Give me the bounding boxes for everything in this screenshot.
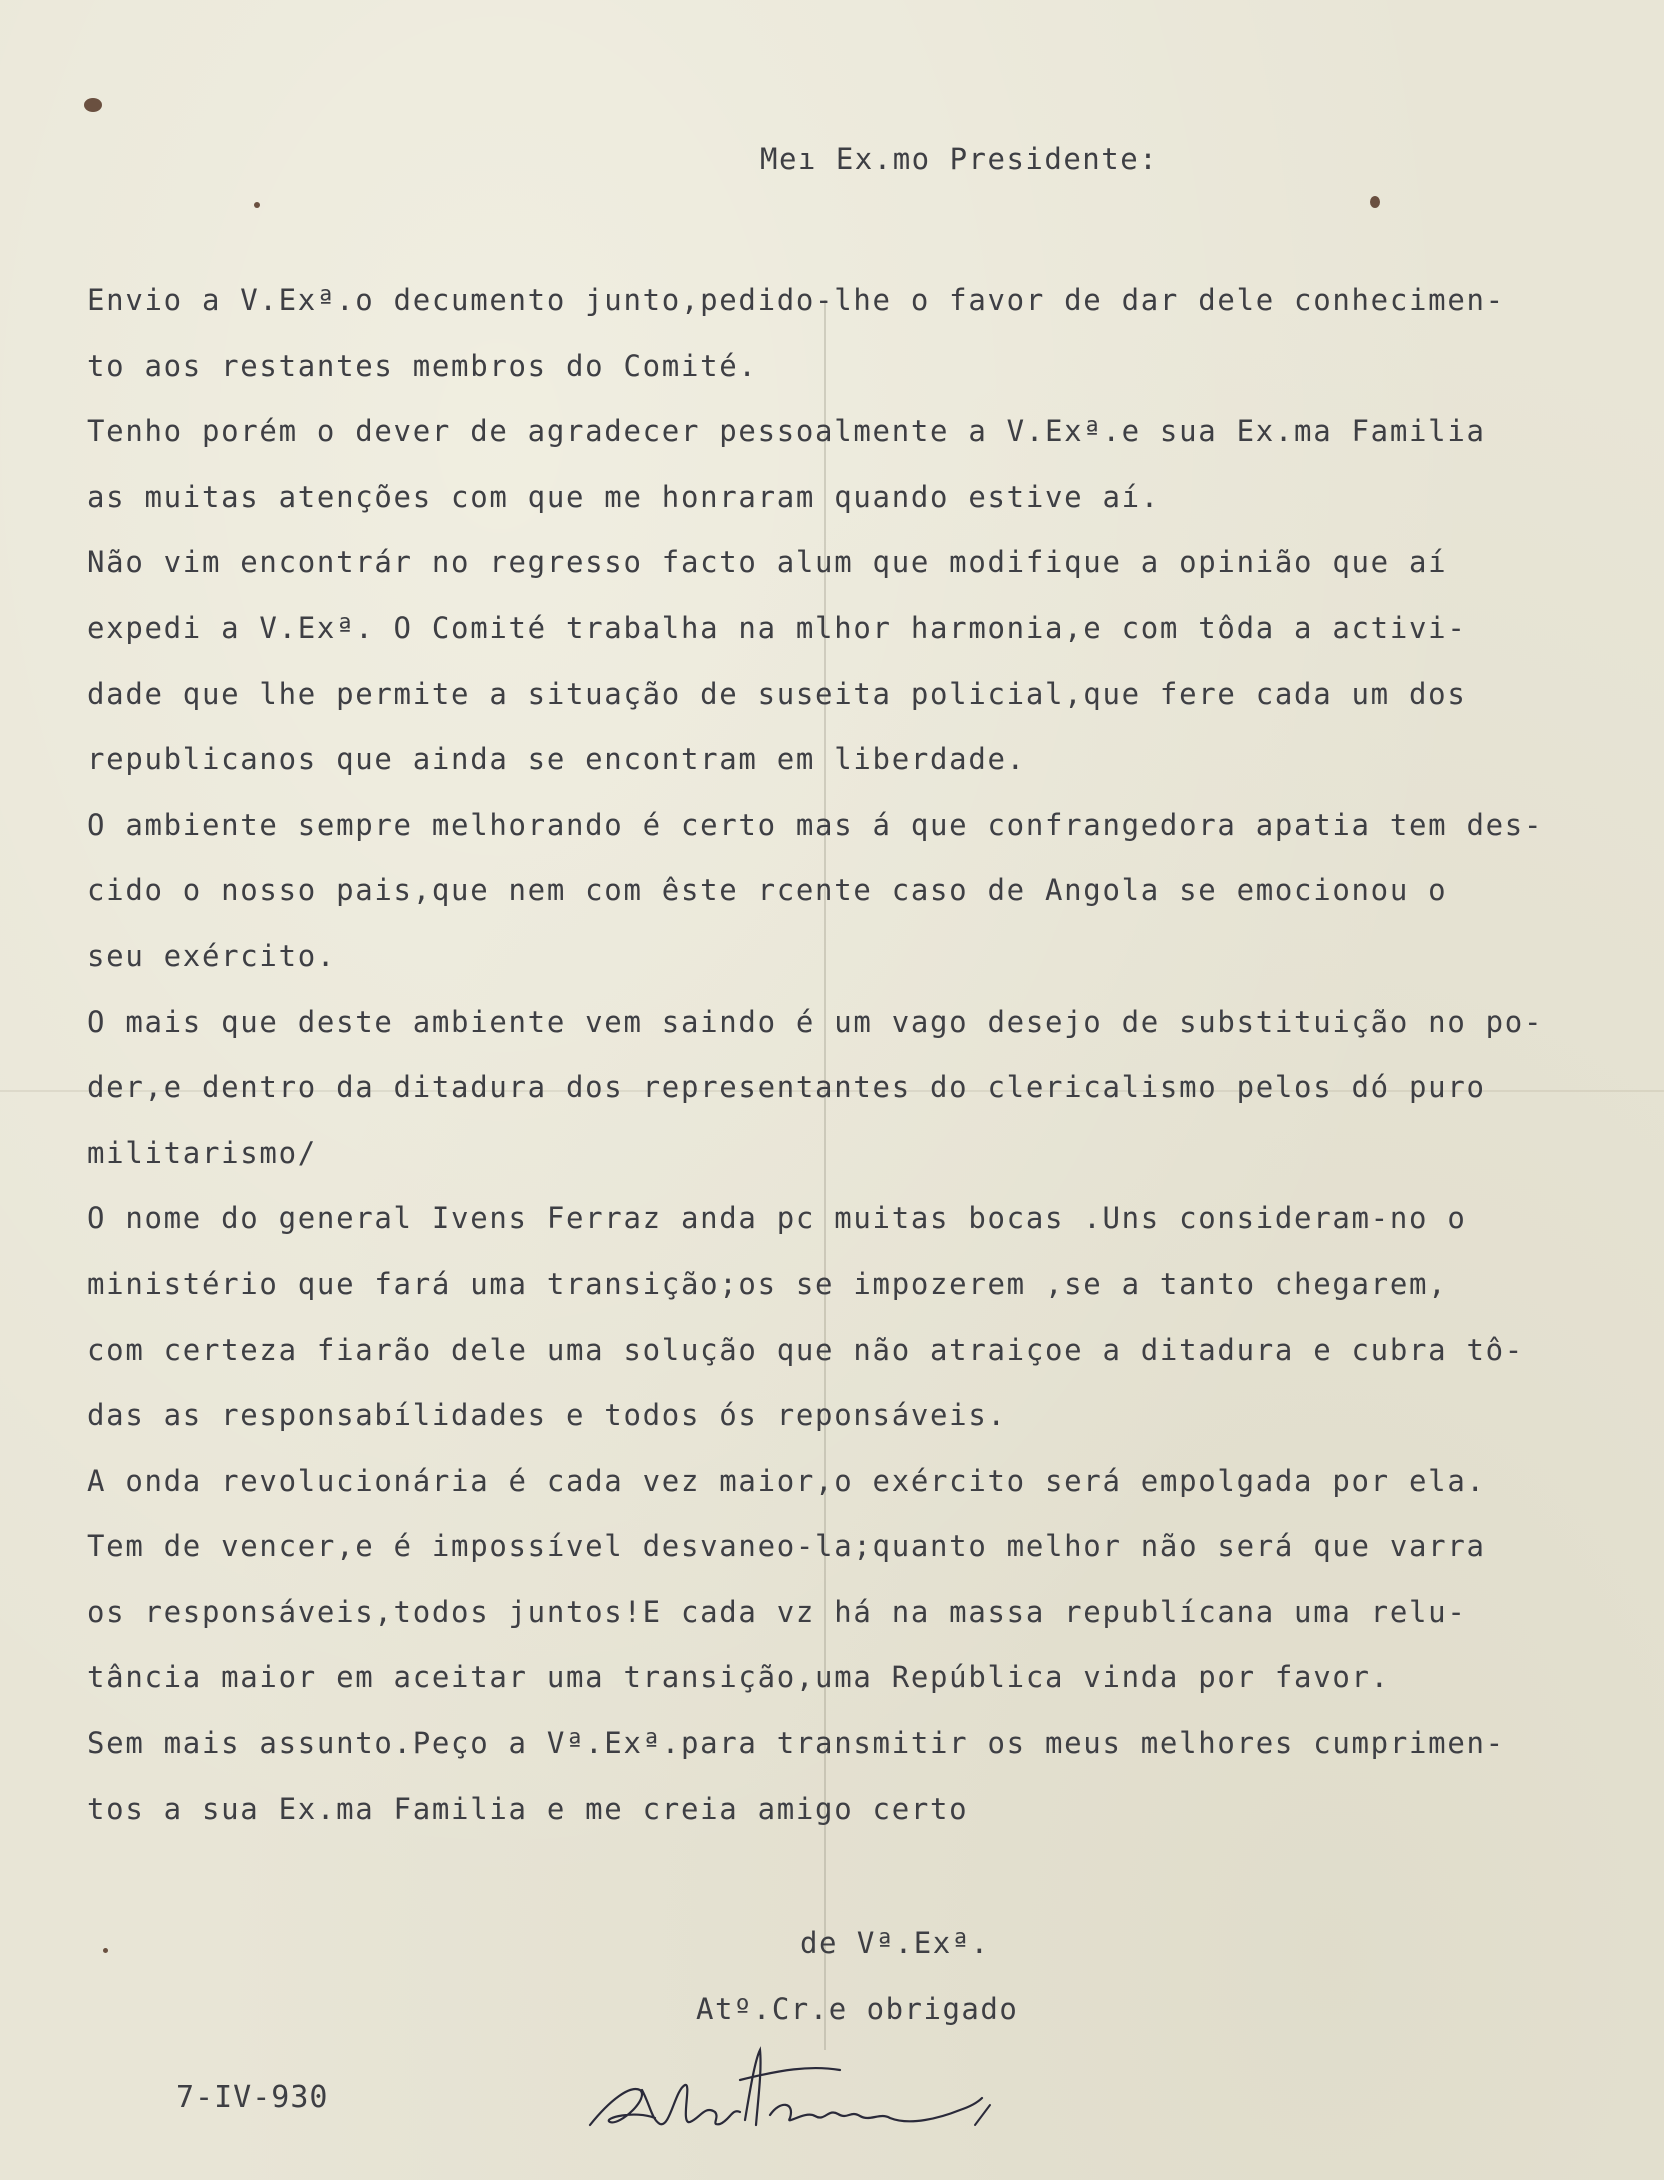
letter-line: Não vim encontrár no regresso facto alum que modifique a opinião que aí	[87, 545, 1448, 580]
ink-spot	[1370, 196, 1380, 208]
letter-line: cido o nosso pais,que nem com êste rcente caso de Angola se emocionou o	[87, 873, 1448, 908]
closing-line: de Vª.Exª.	[800, 1926, 990, 1960]
letter-line: Envio a V.Exª.o decumento junto,pedido-lhe o favor de dar dele conhecimen-	[87, 283, 1505, 317]
letter-line: as muitas atenções com que me honraram quando estive aí.	[87, 479, 1160, 514]
letter-line: O mais que deste ambiente vem saindo é um vago desejo de substituição no po-	[87, 1004, 1544, 1039]
letter-line: to aos restantes membros do Comité.	[87, 348, 758, 383]
letter-line: seu exército.	[87, 938, 337, 973]
letter-line: os responsáveis,todos juntos!E cada vz há na massa republícana uma relu-	[87, 1594, 1467, 1629]
letter-date: 7-IV-930	[176, 2080, 329, 2115]
ink-spot	[254, 202, 260, 208]
letter-line: A onda revolucionária é cada vez maior,o exército será empolgada por ela.	[87, 1463, 1486, 1498]
letter-line: dade que lhe permite a situação de suseita policial,que fere cada um dos	[87, 676, 1467, 711]
letter-line: militarismo/	[87, 1135, 317, 1170]
handwritten-signature	[580, 2030, 1040, 2150]
letter-line: O nome do general Ivens Ferraz anda pc muitas bocas .Uns consideram-no o	[87, 1201, 1467, 1236]
letter-line: Sem mais assunto.Peço a Vª.Exª.para transmitir os meus melhores cumprimen-	[87, 1726, 1505, 1761]
letter-salutation: Meı Ex.mo Presidente:	[760, 142, 1159, 176]
ink-spot	[84, 98, 102, 112]
letter-line: der,e dentro da ditadura dos representantes do clericalismo pelos dó puro	[87, 1070, 1486, 1105]
letter-line: das as responsabílidades e todos ós reponsáveis.	[87, 1398, 1007, 1433]
letter-line: republicanos que ainda se encontram em liberdade.	[87, 742, 1026, 777]
letter-line: O ambiente sempre melhorando é certo mas á que confrangedora apatia tem des-	[87, 807, 1544, 842]
letter-line: tância maior em aceitar uma transição,uma República vinda por favor.	[87, 1660, 1390, 1695]
letter-line: Tem de vencer,e é impossível desvaneo-la;quanto melhor não será que varra	[87, 1529, 1486, 1564]
letter-line: ministério que fará uma transição;os se impozerem ,se a tanto chegarem,	[87, 1266, 1448, 1301]
ink-spot	[103, 1948, 108, 1953]
letter-body	[87, 268, 1607, 1842]
letter-line: expedi a V.Exª. O Comité trabalha na mlhor harmonia,e com tôda a activi-	[87, 610, 1467, 645]
closing-line: Atº.Cr.e obrigado	[696, 1992, 1019, 2026]
letter-line: com certeza fiarão dele uma solução que não atraiçoe a ditadura e cubra tô-	[87, 1332, 1524, 1367]
letter-line: tos a sua Ex.ma Familia e me creia amigo certo	[87, 1791, 969, 1826]
letter-line: Tenho porém o dever de agradecer pessoalmente a V.Exª.e sua Ex.ma Familia	[87, 414, 1486, 449]
